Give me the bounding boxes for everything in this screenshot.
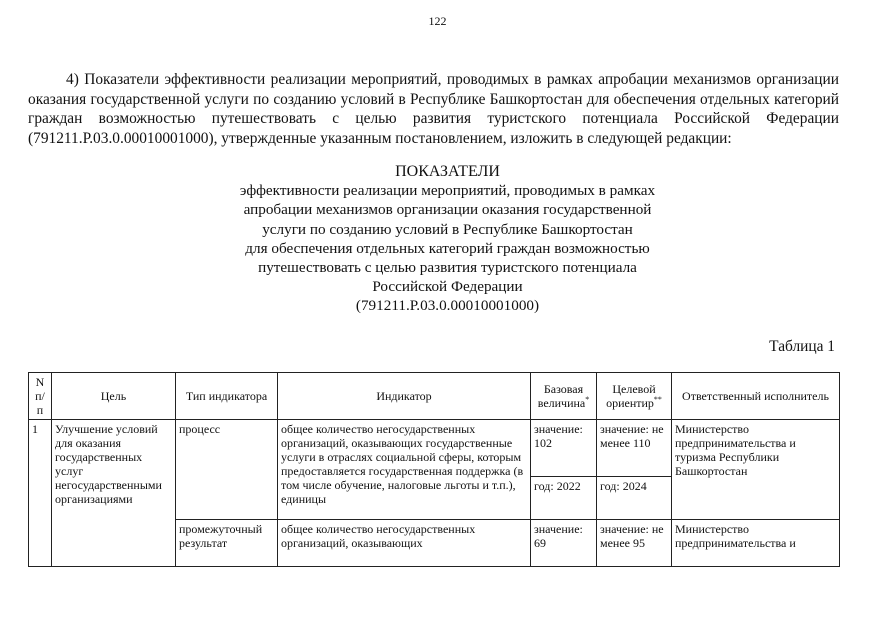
header-executor: Ответственный исполнитель bbox=[672, 373, 840, 420]
footnote-mark: * bbox=[585, 395, 590, 404]
cell-base-year: год: 2022 bbox=[531, 477, 597, 520]
heading-line: апробации механизмов организации оказания государственной bbox=[243, 201, 652, 219]
footnote-mark: ** bbox=[653, 395, 662, 404]
indicators-table bbox=[28, 372, 840, 567]
header-target bbox=[597, 373, 672, 420]
header-goal: Цель bbox=[52, 373, 176, 420]
cell-target-year: год: 2024 bbox=[597, 477, 672, 520]
heading-line: для обеспечения отдельных категорий граждан возможностью bbox=[245, 239, 650, 257]
cell-executor: Министерство предпринимательства и туризма Республики Башкортостан bbox=[672, 420, 840, 520]
page-number: 122 bbox=[428, 14, 447, 28]
cell-num: 1 bbox=[29, 420, 52, 567]
cell-goal: Улучшение условий для оказания государственных услуг негосударственными организациями bbox=[52, 420, 176, 567]
header-num: N п/п bbox=[29, 373, 52, 420]
heading-line: (791211.Р.03.0.00010001000) bbox=[355, 297, 540, 315]
cell-type: промежуточный результат bbox=[176, 520, 278, 567]
heading-line: путешествовать с целью развития туристского потенциала bbox=[258, 259, 637, 277]
table-header-row bbox=[29, 373, 840, 420]
cell-type: процесс bbox=[176, 420, 278, 520]
cell-target-value: значение: не менее 110 bbox=[597, 420, 672, 477]
cell-base-value: значение: 69 bbox=[531, 520, 597, 567]
header-type: Тип индикатора bbox=[176, 373, 278, 420]
heading-title: ПОКАЗАТЕЛИ bbox=[395, 163, 500, 180]
heading-line: Российской Федерации bbox=[372, 278, 523, 296]
heading-line: эффективности реализации мероприятий, проводимых в рамках bbox=[239, 182, 656, 200]
table-row bbox=[29, 420, 840, 477]
cell-target-value: значение: не менее 95 bbox=[597, 520, 672, 567]
intro-paragraph: 4) Показатели эффективности реализации мероприятий, проводимых в рамках апробации механизмов организации оказания государственной услуги по созданию условий в Республике Башкортостан для обеспечения отдельных категорий граждан возможностью путешествовать с целью развития туристского потенциала Российской Федерации (791211.Р.03.0.00010001000), утвержденные указанным постановлением, изложить в следующей редакции: bbox=[28, 71, 839, 147]
heading-line: услуги по созданию условий в Республике Башкортостан bbox=[262, 220, 633, 238]
header-base-label: Базовая величина bbox=[537, 382, 586, 410]
cell-executor: Министерство предпринимательства и bbox=[672, 520, 840, 567]
header-base bbox=[531, 373, 597, 420]
cell-base-value: значение: 102 bbox=[531, 420, 597, 477]
document-heading bbox=[0, 162, 875, 316]
cell-indicator: общее количество негосударственных организаций, оказывающих bbox=[278, 520, 531, 567]
header-indicator: Индикатор bbox=[278, 373, 531, 420]
table-label: Таблица 1 bbox=[769, 338, 835, 355]
cell-indicator: общее количество негосударственных организаций, оказывающих государственные услуги в отраслях социальной сферы, которым предоставляется государственная поддержка (в том числе обучение, налоговые льготы и т.п.), единицы bbox=[278, 420, 531, 520]
header-target-label: Целевой ориентир bbox=[606, 382, 656, 410]
